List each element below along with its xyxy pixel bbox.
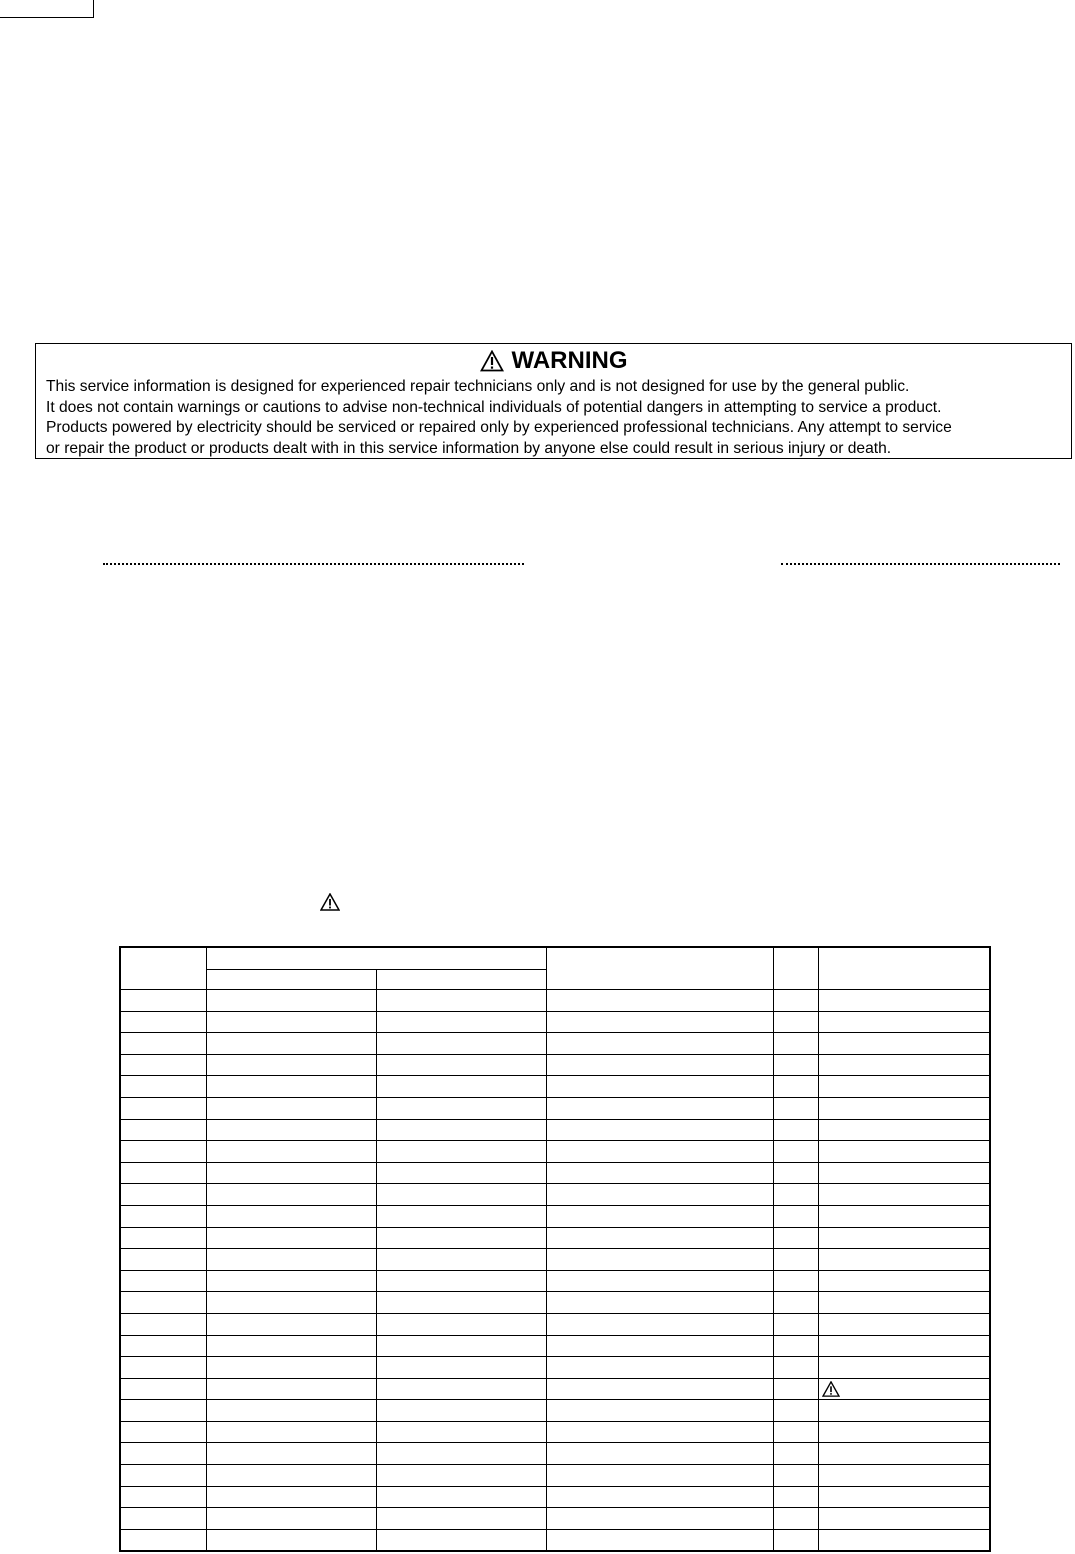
table-row	[120, 1184, 990, 1206]
table-cell	[376, 1292, 546, 1314]
table-cell	[376, 1357, 546, 1379]
table-cell	[376, 1205, 546, 1227]
table-row	[120, 1162, 990, 1184]
table-row	[120, 1486, 990, 1508]
table-row	[120, 1421, 990, 1443]
table-cell	[376, 1529, 546, 1551]
table-cell	[376, 1162, 546, 1184]
table-cell	[546, 1076, 773, 1098]
table-row	[120, 1249, 990, 1271]
table-cell	[818, 1119, 990, 1141]
table-cell	[206, 1141, 376, 1163]
table-cell	[818, 1357, 990, 1379]
table-cell	[546, 1529, 773, 1551]
table-cell	[546, 1292, 773, 1314]
table-cell	[773, 1400, 818, 1422]
warning-line: It does not contain warnings or cautions to advise non-technical individuals of potential dangers in attempting to service a product.	[46, 398, 942, 416]
table-cell	[206, 1357, 376, 1379]
table-cell	[120, 1162, 206, 1184]
table-cell	[818, 1249, 990, 1271]
table-cell	[818, 1421, 990, 1443]
table-cell	[546, 1270, 773, 1292]
table-cell	[206, 1227, 376, 1249]
table-cell	[120, 1400, 206, 1422]
table-cell	[120, 1249, 206, 1271]
table-cell	[546, 1400, 773, 1422]
table-cell	[206, 990, 376, 1012]
table-cell	[818, 1508, 990, 1530]
table-cell	[818, 1227, 990, 1249]
table-cell	[818, 1400, 990, 1422]
table-cell	[120, 1357, 206, 1379]
parts-table	[119, 946, 991, 1552]
table-cell	[773, 1357, 818, 1379]
warning-line: This service information is designed for experienced repair technicians only and is not designed for use by the general public.	[46, 378, 910, 395]
table-row	[120, 1400, 990, 1422]
table-cell	[120, 1292, 206, 1314]
warning-triangle-icon	[320, 893, 340, 911]
table-row	[120, 1097, 990, 1119]
table-cell	[818, 1033, 990, 1055]
table-cell	[773, 1119, 818, 1141]
table-cell	[120, 1076, 206, 1098]
table-row	[120, 1270, 990, 1292]
table-header-row	[120, 947, 990, 970]
table-cell	[120, 1313, 206, 1335]
table-row	[120, 1465, 990, 1487]
table-cell	[546, 1119, 773, 1141]
table-cell	[773, 1292, 818, 1314]
table-row	[120, 1508, 990, 1530]
table-cell	[773, 1421, 818, 1443]
table-row	[120, 1033, 990, 1055]
header-cell	[206, 970, 376, 990]
table-cell	[773, 1141, 818, 1163]
table-cell	[120, 1378, 206, 1400]
table-cell	[546, 990, 773, 1012]
dotted-rule-right	[781, 563, 1060, 565]
table-cell	[120, 1097, 206, 1119]
table-cell	[773, 1270, 818, 1292]
table-cell	[206, 1249, 376, 1271]
table-row	[120, 1357, 990, 1379]
table-cell	[376, 1033, 546, 1055]
table-cell	[376, 1097, 546, 1119]
table-cell	[376, 1141, 546, 1163]
table-cell	[546, 1054, 773, 1076]
header-cell	[206, 947, 546, 970]
warning-triangle-icon	[480, 350, 504, 372]
table-cell	[773, 1184, 818, 1206]
table-cell	[206, 1097, 376, 1119]
table-cell	[546, 1508, 773, 1530]
table-cell	[376, 1378, 546, 1400]
table-cell	[818, 1465, 990, 1487]
table-cell	[546, 1097, 773, 1119]
table-cell	[206, 1270, 376, 1292]
table-row	[120, 1054, 990, 1076]
table-cell	[120, 1465, 206, 1487]
header-cell	[818, 947, 990, 990]
table-cell	[120, 1335, 206, 1357]
table-cell	[818, 1184, 990, 1206]
table-cell	[773, 1054, 818, 1076]
table-cell	[206, 1529, 376, 1551]
table-cell	[376, 1227, 546, 1249]
table-cell	[546, 1313, 773, 1335]
table-cell	[773, 1076, 818, 1098]
table-cell	[546, 1378, 773, 1400]
table-cell	[206, 1313, 376, 1335]
table-cell	[818, 1097, 990, 1119]
table-cell	[773, 1465, 818, 1487]
warning-text	[46, 377, 1061, 459]
table-cell	[120, 1529, 206, 1551]
table-row	[120, 990, 990, 1012]
warning-line: or repair the product or products dealt with in this service information by anyone else could result in serious injury or death.	[46, 439, 892, 457]
table-row	[120, 1443, 990, 1465]
table-cell	[206, 1465, 376, 1487]
table-cell	[376, 1335, 546, 1357]
table-row	[120, 1205, 990, 1227]
table-cell	[376, 990, 546, 1012]
table-row	[120, 1292, 990, 1314]
table-cell	[818, 1486, 990, 1508]
table-cell	[818, 1443, 990, 1465]
table-cell	[546, 1249, 773, 1271]
table-cell	[206, 1335, 376, 1357]
table-row	[120, 1119, 990, 1141]
table-cell	[376, 1421, 546, 1443]
table-cell	[818, 1076, 990, 1098]
table-cell	[206, 1400, 376, 1422]
table-cell	[818, 1529, 990, 1551]
table-cell	[818, 1292, 990, 1314]
table-cell	[120, 1227, 206, 1249]
table-cell	[206, 1119, 376, 1141]
table-cell	[206, 1421, 376, 1443]
table-cell	[120, 1270, 206, 1292]
table-cell	[206, 1033, 376, 1055]
table-cell	[773, 1529, 818, 1551]
table-row	[120, 1378, 990, 1400]
table-cell	[206, 1076, 376, 1098]
table-cell	[376, 1119, 546, 1141]
table-cell	[206, 1054, 376, 1076]
table-cell	[376, 1486, 546, 1508]
header-cell	[546, 947, 773, 990]
table-cell	[818, 1011, 990, 1033]
table-cell	[773, 1033, 818, 1055]
warning-title-text: WARNING	[511, 347, 628, 374]
table-cell	[376, 1054, 546, 1076]
table-cell	[376, 1313, 546, 1335]
table-cell	[546, 1184, 773, 1206]
table-cell	[546, 1443, 773, 1465]
table-cell	[818, 1335, 990, 1357]
table-cell	[376, 1076, 546, 1098]
table-cell	[773, 1097, 818, 1119]
warning-box	[35, 343, 1072, 459]
table-cell	[546, 1162, 773, 1184]
table-cell	[546, 1357, 773, 1379]
warning-line: Products powered by electricity should be serviced or repaired only by experienced professional technicians. Any attempt to service	[46, 419, 952, 436]
table-cell	[818, 990, 990, 1012]
table-row	[120, 1313, 990, 1335]
table-cell	[206, 1486, 376, 1508]
table-cell	[818, 1313, 990, 1335]
table-row	[120, 1076, 990, 1098]
table-cell	[818, 1378, 990, 1400]
table-cell	[376, 1508, 546, 1530]
table-cell	[206, 1443, 376, 1465]
table-cell	[818, 1205, 990, 1227]
table-cell	[773, 1205, 818, 1227]
table-cell	[773, 1378, 818, 1400]
table-cell	[818, 1270, 990, 1292]
table-cell	[773, 1249, 818, 1271]
table-row	[120, 1011, 990, 1033]
table-cell	[206, 1162, 376, 1184]
header-cell	[773, 947, 818, 990]
table-cell	[120, 1119, 206, 1141]
table-cell	[120, 1205, 206, 1227]
table-cell	[773, 1162, 818, 1184]
table-cell	[120, 1011, 206, 1033]
table-cell	[120, 1486, 206, 1508]
table-row	[120, 1227, 990, 1249]
table-cell	[206, 1205, 376, 1227]
table-cell	[546, 1141, 773, 1163]
table-cell	[206, 1292, 376, 1314]
table-cell	[818, 1054, 990, 1076]
table-cell	[376, 1465, 546, 1487]
table-cell	[376, 1249, 546, 1271]
table-cell	[376, 1400, 546, 1422]
table-cell	[120, 990, 206, 1012]
table-cell	[773, 1335, 818, 1357]
warning-title	[46, 346, 1061, 376]
table-cell	[376, 1184, 546, 1206]
table-cell	[773, 1486, 818, 1508]
table-cell	[206, 1011, 376, 1033]
table-cell	[546, 1421, 773, 1443]
table-cell	[376, 1270, 546, 1292]
table-cell	[120, 1054, 206, 1076]
header-cell	[120, 947, 206, 990]
table-cell	[818, 1141, 990, 1163]
table-cell	[773, 1443, 818, 1465]
table-cell	[120, 1033, 206, 1055]
table-cell	[773, 1227, 818, 1249]
table-row	[120, 1141, 990, 1163]
table-cell	[546, 1465, 773, 1487]
table-cell	[120, 1421, 206, 1443]
table-row	[120, 1529, 990, 1551]
table-cell	[120, 1184, 206, 1206]
table-cell	[120, 1443, 206, 1465]
table-cell	[546, 1486, 773, 1508]
dotted-rule-left	[103, 563, 524, 565]
page-label-box	[0, 0, 94, 18]
table-row	[120, 1335, 990, 1357]
warning-triangle-icon	[822, 1381, 840, 1397]
table-cell	[773, 990, 818, 1012]
table-cell	[376, 1011, 546, 1033]
table-cell	[546, 1033, 773, 1055]
table-cell	[818, 1162, 990, 1184]
table-cell	[546, 1335, 773, 1357]
table-cell	[206, 1378, 376, 1400]
table-cell	[120, 1508, 206, 1530]
table-cell	[546, 1205, 773, 1227]
table-cell	[120, 1141, 206, 1163]
header-cell	[376, 970, 546, 990]
table-cell	[773, 1313, 818, 1335]
table-cell	[773, 1508, 818, 1530]
table-cell	[773, 1011, 818, 1033]
table-cell	[546, 1227, 773, 1249]
table-cell	[206, 1184, 376, 1206]
table-cell	[376, 1443, 546, 1465]
table-cell	[546, 1011, 773, 1033]
table-cell	[206, 1508, 376, 1530]
